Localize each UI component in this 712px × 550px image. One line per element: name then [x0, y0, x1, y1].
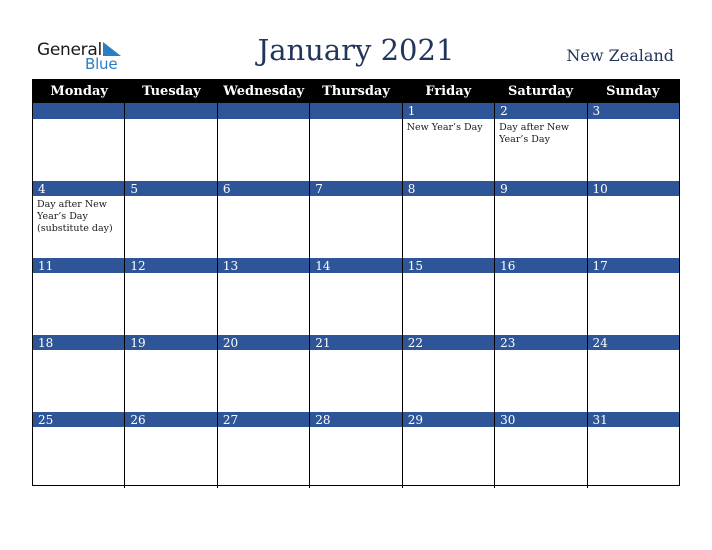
day-cell	[587, 257, 679, 334]
calendar-week-row	[33, 411, 679, 488]
day-number: 14	[315, 259, 331, 273]
day-number-bar	[495, 411, 586, 428]
day-cell	[33, 180, 124, 257]
day-cell	[33, 334, 124, 411]
day-number-bar	[403, 180, 494, 197]
day-number-bar	[125, 103, 216, 120]
day-cell	[309, 334, 401, 411]
day-cell	[217, 257, 309, 334]
day-cell	[33, 411, 124, 488]
day-cell	[494, 103, 586, 180]
day-number: 16	[500, 259, 516, 273]
day-cell	[402, 334, 494, 411]
day-number-bar	[125, 411, 216, 428]
day-number-bar	[495, 257, 586, 274]
day-cell	[33, 257, 124, 334]
dow-thursday: Thursday	[322, 84, 390, 99]
day-cell	[309, 257, 401, 334]
day-number-bar	[218, 411, 309, 428]
day-number-bar	[495, 334, 586, 351]
day-number-bar	[33, 103, 124, 120]
day-number-bar	[310, 334, 401, 351]
holiday-event: New Year’s Day	[406, 122, 483, 133]
day-number: 15	[407, 259, 423, 273]
day-cell	[494, 334, 586, 411]
day-number: 6	[222, 182, 231, 196]
day-number-bar	[403, 411, 494, 428]
dow-monday: Monday	[50, 84, 108, 99]
day-number-bar	[125, 334, 216, 351]
day-cell	[124, 257, 216, 334]
day-number: 30	[500, 413, 516, 427]
day-number: 21	[315, 336, 331, 350]
day-number-bar	[588, 180, 679, 197]
day-number: 7	[315, 182, 323, 196]
day-cell	[124, 411, 216, 488]
calendar-grid	[32, 79, 680, 486]
calendar-week-row	[33, 103, 679, 180]
dow-wednesday: Wednesday	[223, 84, 305, 99]
day-number: 26	[130, 413, 146, 427]
day-number-bar	[310, 257, 401, 274]
holiday-event: Day after New Year’s Day (substitute day)	[37, 199, 113, 234]
day-number: 11	[38, 259, 54, 273]
day-number-bar	[125, 180, 216, 197]
day-number: 31	[592, 413, 608, 427]
day-cell	[402, 103, 494, 180]
day-number: 18	[38, 336, 54, 350]
day-cell	[494, 180, 586, 257]
dow-sunday: Sunday	[606, 84, 660, 99]
day-cell	[217, 180, 309, 257]
day-number-bar	[33, 257, 124, 274]
day-cell	[309, 411, 401, 488]
day-cell	[587, 334, 679, 411]
day-number-bar	[403, 257, 494, 274]
dow-saturday: Saturday	[507, 84, 574, 99]
day-number-bar	[218, 334, 309, 351]
day-cell	[587, 180, 679, 257]
day-number: 9	[500, 182, 508, 196]
day-number: 3	[592, 104, 601, 118]
day-number: 12	[130, 259, 146, 273]
day-number-bar	[495, 180, 586, 197]
day-number: 5	[130, 182, 139, 196]
day-cell	[494, 257, 586, 334]
calendar-week-row	[33, 334, 679, 411]
day-number-bar	[310, 180, 401, 197]
day-number-bar	[218, 103, 309, 120]
day-number-bar	[218, 257, 309, 274]
day-cell	[124, 334, 216, 411]
day-number: 24	[592, 336, 608, 350]
calendar-header	[0, 0, 712, 78]
calendar-week-row	[33, 180, 679, 257]
dow-tuesday: Tuesday	[142, 84, 201, 99]
day-number-bar	[403, 334, 494, 351]
calendar-week-row	[33, 257, 679, 334]
day-number: 28	[315, 413, 331, 427]
day-cell	[217, 411, 309, 488]
day-cell	[587, 411, 679, 488]
day-number-bar	[588, 257, 679, 274]
day-number-bar	[125, 257, 216, 274]
day-number-bar	[588, 411, 679, 428]
day-number: 1	[407, 104, 416, 118]
page-title: January 2021	[257, 33, 455, 67]
day-number: 4	[38, 182, 46, 196]
day-number-bar	[310, 411, 401, 428]
day-number-bar	[33, 334, 124, 351]
day-cell	[402, 180, 494, 257]
country-label: New Zealand	[566, 46, 674, 65]
day-number: 23	[500, 336, 516, 350]
day-number-bar	[588, 334, 679, 351]
day-number-bar	[218, 180, 309, 197]
day-number: 25	[38, 413, 54, 427]
day-number-bar	[403, 103, 494, 120]
day-number: 20	[222, 336, 239, 350]
logo-text-blue: Blue	[85, 55, 118, 73]
day-number-bar	[33, 411, 124, 428]
day-number: 13	[222, 259, 239, 273]
day-number: 22	[407, 336, 423, 350]
day-cell	[124, 103, 216, 180]
day-number: 29	[407, 413, 423, 427]
day-cell	[494, 411, 586, 488]
day-number: 8	[407, 182, 416, 196]
calendar-weeks	[33, 103, 679, 488]
logo-text-general: General	[37, 40, 102, 60]
day-cell	[33, 103, 124, 180]
dow-friday: Friday	[425, 84, 472, 99]
day-number: 19	[130, 336, 146, 350]
day-cell	[124, 180, 216, 257]
day-number-bar	[310, 103, 401, 120]
day-cell	[309, 103, 401, 180]
day-number-bar	[588, 103, 679, 120]
day-cell	[587, 103, 679, 180]
day-number: 17	[592, 259, 608, 273]
day-number-bar	[495, 103, 586, 120]
holiday-event: Day after New Year’s Day	[499, 122, 570, 145]
day-number: 2	[500, 104, 508, 118]
day-number-bar	[33, 180, 124, 197]
day-number: 10	[592, 182, 608, 196]
day-cell	[217, 334, 309, 411]
day-number: 27	[222, 413, 239, 427]
day-cell	[402, 257, 494, 334]
day-cell	[309, 180, 401, 257]
day-cell	[402, 411, 494, 488]
day-of-week-header	[33, 80, 679, 103]
day-cell	[217, 103, 309, 180]
